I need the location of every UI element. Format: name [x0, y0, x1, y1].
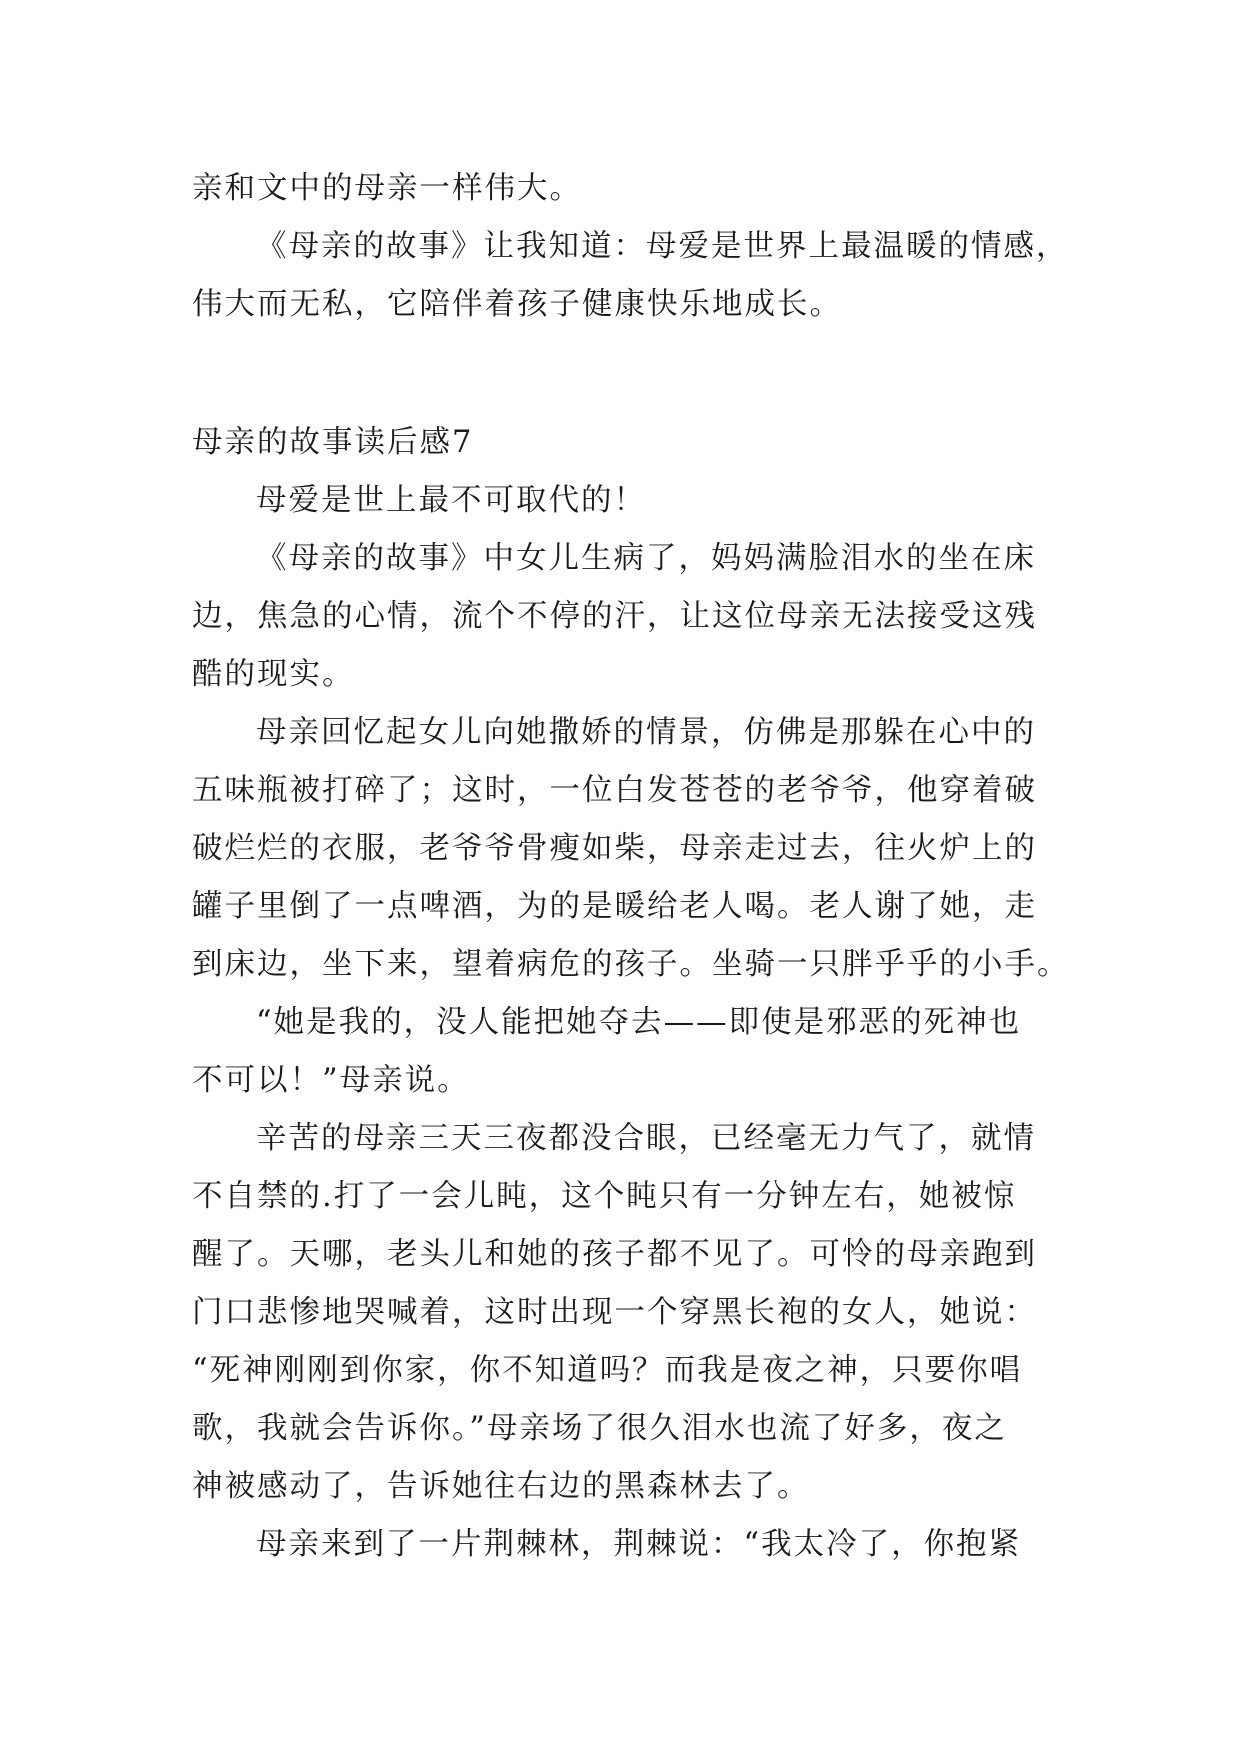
text-line: 不自禁的.打了一会儿盹，这个盹只有一分钟左右，她被惊: [192, 1179, 1017, 1214]
text-line: 伟大而无私，它陪伴着孩子健康快乐地成长。: [192, 287, 842, 322]
section-heading: 母亲的故事读后感7: [192, 425, 474, 460]
document-body: [192, 160, 1070, 1574]
text-line: “死神刚刚到你家，你不知道吗？而我是夜之神，只要你唱: [192, 1353, 1023, 1388]
text-line: 母爱是世上最不可取代的！: [256, 483, 646, 518]
text-line: “她是我的，没人能把她夺去——即使是邪恶的死神也: [256, 1005, 1022, 1040]
text-line: 亲和文中的母亲一样伟大。: [192, 171, 582, 206]
text-line: 门口悲惨地哭喊着，这时出现一个穿黑长袍的女人，她说：: [192, 1295, 1037, 1330]
text-line: 酷的现实。: [192, 657, 355, 692]
paragraph-gap: [192, 334, 1052, 392]
text-line: 《母亲的故事》中女儿生病了，妈妈满脸泪水的坐在床: [256, 541, 1036, 576]
text-line: 辛苦的母亲三天三夜都没合眼，已经毫无力气了，就情: [256, 1121, 1036, 1156]
text-line: 罐子里倒了一点啤酒，为的是暖给老人喝。老人谢了她，走: [192, 889, 1037, 924]
text-line: 《母亲的故事》让我知道：母爱是世界上最温暖的情感，: [256, 229, 1069, 264]
text-line: 五味瓶被打碎了；这时，一位白发苍苍的老爷爷，他穿着破: [192, 773, 1037, 808]
text-line: 母亲来到了一片荆棘林，荆棘说：“我太冷了，你抱紧: [256, 1527, 1022, 1562]
text-line: 母亲回忆起女儿向她撒娇的情景，仿佛是那躲在心中的: [256, 715, 1036, 750]
text-line: 神被感动了，告诉她往右边的黑森林去了。: [192, 1469, 810, 1504]
text-line: 歌，我就会告诉你。”母亲场了很久泪水也流了好多，夜之: [192, 1411, 1007, 1446]
text-line: 不可以！”母亲说。: [192, 1063, 470, 1098]
text-line: 破烂烂的衣服，老爷爷骨瘦如柴，母亲走过去，往火炉上的: [192, 831, 1037, 866]
text-line: 到床边，坐下来，望着病危的孩子。坐骑一只胖乎乎的小手。: [192, 947, 1070, 982]
text-line: 醒了。天哪，老头儿和她的孩子都不见了。可怜的母亲跑到: [192, 1237, 1037, 1272]
text-line: 边，焦急的心情，流个不停的汗，让这位母亲无法接受这残: [192, 599, 1037, 634]
